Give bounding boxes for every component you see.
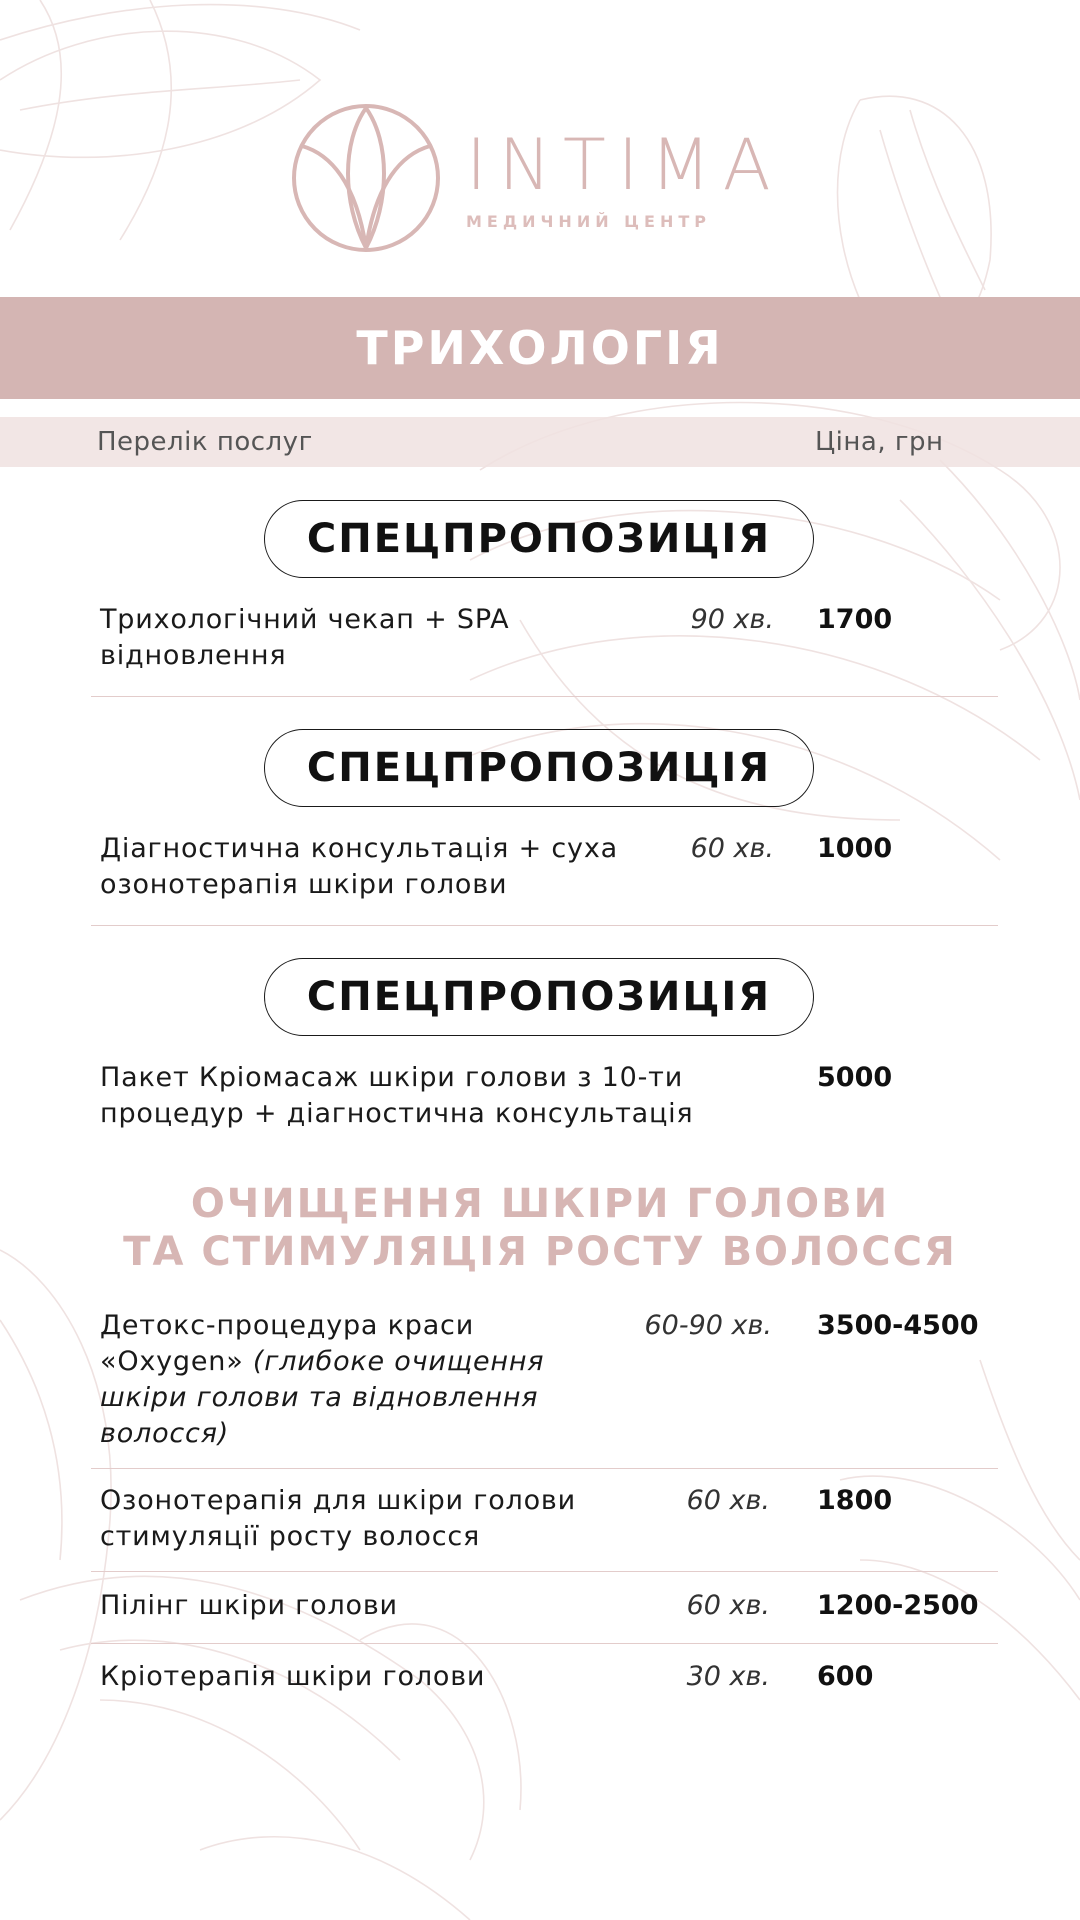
table-header — [0, 417, 1080, 467]
service-name-line — [100, 1344, 544, 1380]
service-duration: 60 хв. — [690, 833, 774, 864]
logo-emblem-icon — [290, 102, 442, 254]
service-name-line: Трихологічний чекап + SPA — [100, 604, 510, 635]
service-note: (глибоке очищення — [252, 1346, 545, 1377]
service-name-line: відновлення — [100, 640, 287, 671]
service-name — [100, 1308, 544, 1452]
service-price: 5000 — [817, 1062, 893, 1093]
row-divider — [91, 696, 998, 697]
service-price: 1000 — [817, 833, 893, 864]
service-name: Пілінг шкіри голови — [100, 1590, 398, 1621]
service-price: 3500-4500 — [817, 1310, 979, 1341]
service-name — [100, 831, 618, 903]
service-name: Кріотерапія шкіри голови — [100, 1661, 486, 1692]
service-note: шкіри голови та відновлення — [100, 1382, 539, 1413]
header-price: Ціна, грн — [815, 427, 944, 457]
service-price: 1700 — [817, 604, 893, 635]
brand-subtitle: МЕДИЧНИЙ ЦЕНТР — [466, 212, 711, 231]
service-name-line: Детокс-процедура краси — [100, 1310, 475, 1341]
service-name — [100, 1060, 693, 1132]
section-title — [0, 1180, 1080, 1276]
header-services: Перелік послуг — [97, 427, 313, 457]
service-duration: 90 хв. — [690, 604, 774, 635]
special-offer-badge: СПЕЦПРОПОЗИЦІЯ — [264, 729, 814, 807]
service-price: 600 — [817, 1661, 874, 1692]
service-name — [100, 602, 509, 674]
row-divider — [91, 1468, 998, 1469]
service-price: 1800 — [817, 1485, 893, 1516]
service-duration: 30 хв. — [686, 1661, 770, 1692]
row-divider — [91, 1643, 998, 1644]
service-name-line: Пакет Кріомасаж шкіри голови з 10-ти — [100, 1062, 684, 1093]
service-name-line: Діагностична консультація + суха — [100, 833, 618, 864]
row-divider — [91, 925, 998, 926]
service-name-line: Озонотерапія для шкіри голови — [100, 1485, 576, 1516]
page-title: ТРИХОЛОГІЯ — [356, 321, 724, 375]
service-name — [100, 1483, 576, 1555]
page-title-band — [0, 297, 1080, 399]
row-divider — [91, 1571, 998, 1572]
service-name-line: процедур + діагностична консультація — [100, 1098, 694, 1129]
brand-name: INTIMA — [466, 124, 783, 206]
section-title-line: ТА СТИМУЛЯЦІЯ РОСТУ ВОЛОССЯ — [123, 1229, 957, 1275]
service-note: волосся) — [100, 1418, 230, 1449]
service-name-line: стимуляції росту волосся — [100, 1521, 481, 1552]
service-duration: 60 хв. — [686, 1590, 770, 1621]
service-name-line: озонотерапія шкіри голови — [100, 869, 508, 900]
special-offer-badge: СПЕЦПРОПОЗИЦІЯ — [264, 500, 814, 578]
service-price: 1200-2500 — [817, 1590, 979, 1621]
brand-logo — [290, 102, 800, 262]
section-title-line: ОЧИЩЕННЯ ШКІРИ ГОЛОВИ — [190, 1181, 890, 1227]
special-offer-badge: СПЕЦПРОПОЗИЦІЯ — [264, 958, 814, 1036]
service-duration: 60 хв. — [686, 1485, 770, 1516]
service-name-part: «Oxygen» — [100, 1346, 244, 1377]
service-duration: 60-90 хв. — [644, 1310, 772, 1341]
